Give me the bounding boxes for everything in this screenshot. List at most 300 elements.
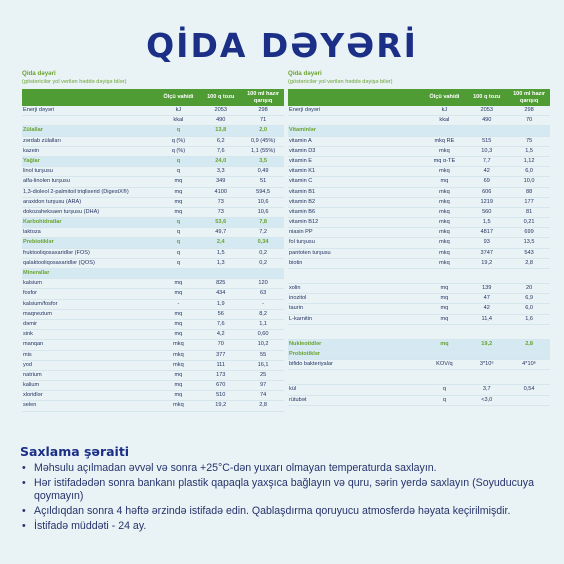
per-100g-cell: 42 <box>483 305 490 312</box>
per-100g-cell: 47 <box>483 295 490 302</box>
nutrient-name: natrium <box>23 371 42 378</box>
table-section-row <box>22 269 284 279</box>
unit-cell: - <box>177 300 180 307</box>
header-per-100ml: 100 ml hazır qarışıq <box>247 91 280 104</box>
unit-cell: mq <box>174 208 183 215</box>
unit-cell: q (%) <box>171 147 186 154</box>
unit-cell: mkq <box>439 219 450 226</box>
unit-cell: mkq <box>439 249 450 256</box>
unit-cell: mq <box>174 320 183 327</box>
table-row <box>288 198 550 208</box>
per-100ml-cell: 298 <box>524 107 534 113</box>
per-100g-cell: 3*10⁶ <box>479 361 494 368</box>
unit-cell: q <box>176 229 180 236</box>
per-100ml-cell: 10,2 <box>257 341 269 348</box>
table-row <box>22 147 284 157</box>
per-100g-cell <box>465 269 508 283</box>
per-100ml-cell: 0,49 <box>257 168 269 175</box>
unit-cell: mq <box>174 331 183 338</box>
table-row <box>22 228 284 238</box>
table-row <box>288 370 550 385</box>
unit-cell <box>423 325 465 339</box>
per-100ml-cell: 699 <box>524 229 534 236</box>
per-100g-cell <box>199 269 242 278</box>
unit-cell: mkq <box>173 402 184 409</box>
unit-cell: mq <box>440 285 449 291</box>
table-row <box>22 310 284 320</box>
nutrient-name: kazein <box>23 147 40 154</box>
per-100ml-cell: 298 <box>258 107 268 113</box>
unit-cell <box>423 370 465 384</box>
nutrient-name: kalium <box>23 382 40 389</box>
per-100g-cell: 825 <box>216 280 226 287</box>
storage-title: Saxlama şəraiti <box>20 444 130 459</box>
table-row <box>22 300 284 310</box>
unit-cell: mq <box>174 178 183 185</box>
table-section-row <box>22 238 284 248</box>
nutrient-name: niasin PP <box>289 229 313 236</box>
unit-cell: q <box>176 219 181 226</box>
per-100ml-cell: 7,8 <box>259 219 267 226</box>
unit-cell: mq <box>174 382 183 389</box>
per-100g-cell <box>465 126 508 135</box>
unit-cell: mq <box>440 305 449 312</box>
per-100g-cell: 173 <box>216 371 226 378</box>
table-row <box>22 351 284 361</box>
header-unit: Ölçü vahidi <box>163 94 194 101</box>
nutrient-name <box>288 269 423 283</box>
bullet-icon: • <box>22 477 26 489</box>
table-row <box>288 218 550 228</box>
per-100g-cell: 139 <box>482 285 492 291</box>
nutrient-name: mis <box>23 351 32 358</box>
per-100ml-cell: 177 <box>524 198 534 205</box>
nutrient-name: fosfor <box>23 290 37 297</box>
unit-cell: kJ <box>175 107 182 113</box>
unit-cell: mq α-TE <box>433 157 456 164</box>
per-100ml-cell: 63 <box>259 290 267 297</box>
unit-cell: mkq <box>173 351 184 358</box>
per-100g-cell: 53,6 <box>215 219 227 226</box>
table-row <box>22 361 284 371</box>
per-100g-cell: 1,3 <box>216 259 225 266</box>
nutrient-name: Minerallar <box>23 270 50 276</box>
bullet-icon: • <box>22 462 26 474</box>
unit-cell: kkal <box>173 117 184 124</box>
unit-cell: mq <box>174 280 183 287</box>
per-100ml-cell: 0,60 <box>257 331 269 338</box>
per-100ml-cell: 74 <box>259 392 267 399</box>
nutrient-name: qalaktooliqosaxaridlər (QOS) <box>23 259 95 266</box>
unit-cell: q <box>442 386 446 393</box>
per-100g-cell: 515 <box>482 137 492 144</box>
nutrient-name: vitamin B12 <box>289 219 319 226</box>
unit-cell: mkq <box>439 188 450 195</box>
nutrient-name: fruktooliqosaxaridlər (FOS) <box>23 249 90 256</box>
per-100g-cell: 377 <box>216 351 226 358</box>
nutrient-name: 1,3-dioleol 2-palmitoil triqliserid (DigestX®) <box>23 188 129 195</box>
unit-cell: mkq <box>173 361 184 368</box>
per-100g-cell: 490 <box>482 117 492 124</box>
per-100ml-cell: 71 <box>259 117 267 124</box>
per-100ml-cell: 8,2 <box>259 310 267 317</box>
unit-cell: mkq <box>439 198 450 205</box>
unit-cell: kkal <box>439 117 450 124</box>
per-100g-cell: 13,8 <box>215 127 227 134</box>
table-row <box>288 284 550 294</box>
unit-cell: mq <box>174 310 183 317</box>
nutrient-name: vitamin B2 <box>289 198 316 205</box>
nutrient-name: fol turşusu <box>289 239 315 246</box>
nutrient-name: yod <box>23 361 33 368</box>
per-100ml-cell: 81 <box>525 208 533 215</box>
per-100g-cell: 670 <box>216 382 226 389</box>
per-100ml-cell: 1,5 <box>525 147 533 154</box>
nutrient-name: maqnezium <box>23 310 52 317</box>
unit-cell <box>157 269 199 278</box>
table-row <box>22 279 284 289</box>
per-100ml-cell: - <box>262 300 265 307</box>
per-100g-cell: 7,6 <box>216 320 225 327</box>
per-100g-cell: 1,9 <box>216 300 225 307</box>
per-100ml-cell: 1,1 <box>259 320 267 327</box>
unit-cell <box>423 269 465 283</box>
nutrition-table-right <box>288 69 550 406</box>
unit-cell: mkq <box>439 168 450 175</box>
unit-cell: mkq <box>439 229 450 236</box>
per-100ml-cell: 7,2 <box>259 229 267 236</box>
bullet-icon: • <box>22 505 26 517</box>
table-row <box>22 259 284 269</box>
nutrient-name: Vitaminlər <box>289 127 316 134</box>
table-header <box>288 89 550 106</box>
per-100g-cell: 111 <box>216 361 225 368</box>
unit-cell: mq <box>440 178 449 185</box>
storage-section <box>20 444 550 535</box>
nutrient-name: inozitol <box>289 295 307 302</box>
per-100g-cell: 42 <box>483 168 490 175</box>
per-100g-cell: 19,2 <box>481 340 493 347</box>
per-100g-cell: 3,3 <box>216 168 225 175</box>
unit-cell: q (%) <box>171 137 186 144</box>
per-100ml-cell: 0,9 (45%) <box>250 137 276 144</box>
per-100ml-cell <box>508 269 550 283</box>
per-100ml-cell: 1,1 (55%) <box>250 147 276 154</box>
per-100ml-cell: 16,1 <box>257 361 269 368</box>
nutrient-name: alfa-linolen turşusu <box>23 178 70 185</box>
per-100g-cell: 560 <box>482 208 492 215</box>
table-row <box>22 330 284 340</box>
nutrient-name: xolin <box>289 285 301 291</box>
nutrient-name: kalsium/fosfor <box>23 300 58 307</box>
table-row <box>22 381 284 391</box>
per-100ml-cell: 4*10⁶ <box>522 361 536 368</box>
nutrient-name: manqan <box>23 341 44 348</box>
per-100g-cell <box>465 325 508 339</box>
per-100ml-cell: 6,9 <box>525 295 533 302</box>
nutrient-name: dəmir <box>23 320 37 327</box>
per-100ml-cell: 2,8 <box>259 402 267 409</box>
per-100ml-cell: 25 <box>259 371 267 378</box>
per-100g-cell: 11,4 <box>481 315 492 322</box>
per-100g-cell: 70 <box>217 341 224 348</box>
page-title: QİDA DƏYƏRİ <box>146 26 418 65</box>
table-row <box>288 259 550 269</box>
nutrient-name: vitamin A <box>289 137 312 144</box>
nutrient-name: vitamin K1 <box>289 168 316 175</box>
per-100ml-cell: 2,0 <box>259 127 267 134</box>
header-per-100g: 100 q tozu <box>207 94 235 101</box>
per-100ml-cell <box>508 126 550 135</box>
nutrient-name <box>288 370 423 384</box>
per-100g-cell: 4,2 <box>216 331 225 338</box>
per-100ml-cell: 10,6 <box>257 208 269 215</box>
unit-cell: mkq <box>439 259 450 266</box>
unit-cell: mq <box>174 392 183 399</box>
per-100g-cell: 49,7 <box>215 229 227 236</box>
per-100ml-cell: 55 <box>259 351 267 358</box>
table-subtitle: (göstəricilər yol verilən həddə dəyişə bilər) <box>288 79 393 85</box>
table-row <box>288 137 550 147</box>
unit-cell: mq <box>174 290 183 297</box>
per-100g-cell: 3747 <box>480 249 493 256</box>
per-100g-cell: 69 <box>483 178 490 185</box>
table-header <box>22 89 284 106</box>
table-row <box>22 371 284 381</box>
unit-cell: mq <box>174 371 183 378</box>
table-row <box>22 320 284 330</box>
table-row <box>288 116 550 126</box>
per-100g-cell: 349 <box>216 178 226 185</box>
nutrient-name: taurin <box>289 305 303 312</box>
nutrient-name: L-karnitin <box>289 315 313 322</box>
table-row <box>22 177 284 187</box>
unit-cell <box>423 126 465 135</box>
table-row <box>288 106 550 116</box>
unit-cell: mq <box>440 295 449 302</box>
unit-cell: q <box>176 239 181 246</box>
per-100ml-cell: 1,6 <box>525 315 533 322</box>
per-100g-cell: 24,0 <box>215 157 227 164</box>
storage-item <box>20 462 550 475</box>
nutrient-name: vitamin E <box>289 157 313 164</box>
per-100g-cell: <3,0 <box>481 396 493 403</box>
per-100g-cell: 4100 <box>214 188 227 195</box>
table-row <box>22 116 284 126</box>
unit-cell: mq <box>174 188 183 195</box>
table-section-row <box>22 218 284 228</box>
table-row <box>288 315 550 325</box>
per-100g-cell: 510 <box>216 392 226 399</box>
per-100g-cell: 73 <box>217 198 224 205</box>
per-100g-cell <box>465 350 508 359</box>
nutrient-name: pantoten turşusu <box>289 249 331 256</box>
per-100ml-cell: 594,5 <box>256 188 271 195</box>
bullet-icon: • <box>22 520 26 532</box>
unit-cell: q <box>176 259 180 266</box>
table-row <box>22 106 284 116</box>
nutrient-name: Probiotiklər <box>289 350 321 357</box>
table-title: Qida dəyəri <box>288 70 322 77</box>
per-100ml-cell <box>508 325 550 339</box>
per-100g-cell: 606 <box>482 188 492 195</box>
header-per-100g: 100 q tozu <box>473 94 501 101</box>
header-unit: Ölçü vahidi <box>429 94 460 101</box>
per-100ml-cell: 2,8 <box>525 340 533 347</box>
nutrient-name: Enerji dəyəri <box>289 107 321 113</box>
unit-cell: mq <box>440 340 449 347</box>
nutrient-name: zərdab zülalları <box>23 137 61 144</box>
per-100g-cell: 1,5 <box>482 219 491 226</box>
nutrient-name <box>22 116 157 125</box>
unit-cell: mkq <box>173 341 184 348</box>
nutrient-name: vitamin B6 <box>289 208 316 215</box>
nutrient-name: Yağlar <box>23 157 40 164</box>
per-100g-cell: 3,7 <box>482 386 491 393</box>
table-row <box>288 360 550 370</box>
unit-cell: mkq <box>439 239 450 246</box>
table-row <box>288 157 550 167</box>
per-100ml-cell: 6,0 <box>525 168 533 175</box>
nutrient-name: laktoza <box>23 229 41 236</box>
per-100ml-cell: 0,2 <box>259 259 267 266</box>
table-subtitle: (göstəricilər yol verilən həddə dəyişə bilər) <box>22 79 127 85</box>
table-row <box>288 294 550 304</box>
per-100g-cell: 7,6 <box>216 147 225 154</box>
per-100ml-cell: 3,5 <box>259 157 267 164</box>
per-100g-cell: 434 <box>216 290 226 297</box>
table-row <box>288 167 550 177</box>
unit-cell: q <box>176 127 181 134</box>
nutrient-name: rütubət <box>289 396 307 403</box>
per-100g-cell <box>465 370 508 384</box>
table-section-row <box>22 126 284 136</box>
nutrient-name: kül <box>289 386 297 393</box>
table-row <box>288 177 550 187</box>
nutrient-name: Enerji dəyəri <box>23 107 55 113</box>
unit-cell: q <box>442 396 446 403</box>
header-per-100ml: 100 ml hazır qarışıq <box>513 91 546 104</box>
storage-item-text: Açıldıqdan sonra 4 həftə ərzində istifadə edin. Qablaşdırma qoruyucu atmosferdə həyata keçirilmişdir. <box>34 505 511 517</box>
unit-cell: mkq RE <box>434 137 455 144</box>
nutrient-name: xloridlər <box>23 392 43 399</box>
per-100g-cell: 4817 <box>480 229 493 236</box>
table-row <box>22 208 284 218</box>
table-row <box>288 385 550 395</box>
nutrient-name <box>288 116 423 125</box>
table-row <box>288 249 550 259</box>
per-100ml-cell: 6,0 <box>525 305 533 312</box>
table-row <box>288 228 550 238</box>
table-title: Qida dəyəri <box>22 70 56 77</box>
table-row <box>288 304 550 314</box>
nutrient-name: vitamin D3 <box>289 147 316 154</box>
nutrient-name: dokozaheksaen turşusu (DHA) <box>23 208 100 215</box>
table-row <box>288 238 550 248</box>
table-body <box>288 106 550 406</box>
unit-cell: q <box>176 157 181 164</box>
per-100g-cell: 19,2 <box>215 402 227 409</box>
table-row <box>288 208 550 218</box>
unit-cell: mkq <box>439 208 450 215</box>
unit-cell: mkq <box>439 147 450 154</box>
unit-cell: q <box>176 249 180 256</box>
table-row <box>288 325 550 340</box>
nutrient-name: biotin <box>289 259 303 266</box>
per-100ml-cell: 20 <box>525 285 533 291</box>
unit-cell: mq <box>174 198 183 205</box>
storage-item-text: Hər istifadədən sonra bankanı plastik qapaqla yaxşıca bağlayın və quru, sərin yerdə saxlayın (Soyuducuya qoymayın) <box>34 477 534 502</box>
table-section-row <box>288 126 550 136</box>
per-100g-cell: 490 <box>216 117 226 124</box>
table-section-row <box>288 350 550 360</box>
nutrient-name: Karbohidratlar <box>23 219 62 226</box>
nutrient-name: selen <box>23 402 37 409</box>
unit-cell: KOV/q <box>436 361 453 368</box>
per-100ml-cell <box>508 350 550 359</box>
table-section-row <box>288 340 550 350</box>
per-100ml-cell: 75 <box>525 137 533 144</box>
table-row <box>22 137 284 147</box>
per-100g-cell: 1,5 <box>216 249 225 256</box>
per-100ml-cell: 1,12 <box>523 157 535 164</box>
storage-item <box>20 477 550 503</box>
per-100ml-cell: 10,0 <box>523 178 535 185</box>
nutrient-name <box>288 325 423 339</box>
per-100ml-cell: 0,34 <box>257 239 269 246</box>
table-section-row <box>22 157 284 167</box>
nutrient-name: sink <box>23 331 33 338</box>
table-body <box>22 106 284 412</box>
per-100g-cell: 2,4 <box>216 239 225 246</box>
per-100g-cell: 6,2 <box>216 137 225 144</box>
table-row <box>22 249 284 259</box>
table-row <box>22 289 284 299</box>
storage-item-text: Məhsulu açılmadan əvvəl və sonra +25°C-dən yuxarı olmayan temperaturda saxlayın. <box>34 462 437 474</box>
table-row <box>22 391 284 401</box>
per-100ml-cell: 88 <box>525 188 533 195</box>
per-100g-cell: 1219 <box>480 198 493 205</box>
table-row <box>288 147 550 157</box>
per-100ml-cell <box>242 269 284 278</box>
table-row <box>288 269 550 284</box>
nutrient-name: linol turşusu <box>23 168 53 175</box>
storage-item <box>20 520 550 533</box>
nutrient-name: vitamin B1 <box>289 188 316 195</box>
per-100ml-cell: 51 <box>259 178 267 185</box>
per-100ml-cell: 543 <box>524 249 534 256</box>
nutrient-name: Zülallar <box>23 127 43 134</box>
table-row <box>22 401 284 411</box>
per-100ml-cell: 10,6 <box>257 198 269 205</box>
per-100g-cell: 73 <box>217 208 224 215</box>
per-100ml-cell: 97 <box>259 382 267 389</box>
per-100ml-cell: 0,21 <box>523 219 535 226</box>
nutrient-name: Prebiotiklər <box>23 239 54 246</box>
per-100ml-cell: 2,8 <box>525 259 533 266</box>
table-row <box>288 188 550 198</box>
per-100g-cell: 93 <box>483 239 490 246</box>
per-100ml-cell <box>508 396 550 405</box>
nutrient-name: bifido bakteriyalar <box>289 361 333 368</box>
per-100ml-cell: 13,5 <box>523 239 535 246</box>
table-row <box>22 167 284 177</box>
nutrient-name: araxidon turşusu (ARA) <box>23 198 82 205</box>
nutrient-name: vitamin C <box>289 178 313 185</box>
nutrient-name: Nukleotidlər <box>289 340 322 347</box>
per-100g-cell: 7,7 <box>482 157 491 164</box>
table-row <box>22 188 284 198</box>
